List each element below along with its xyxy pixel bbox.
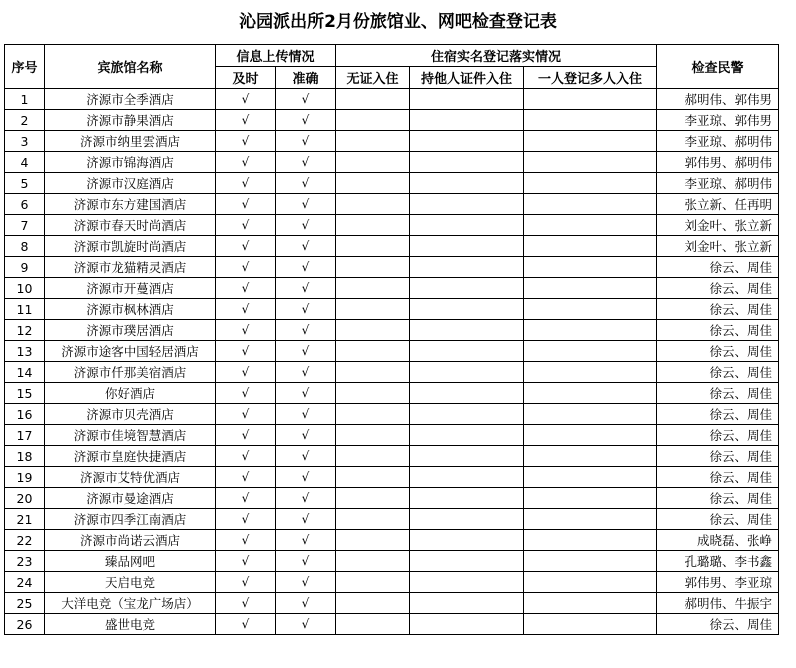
cell-accurate[interactable]: √	[276, 551, 336, 572]
cell-officer[interactable]: 徐云、周佳	[657, 362, 779, 383]
cell-no-id[interactable]	[336, 257, 410, 278]
cell-timely[interactable]: √	[216, 572, 276, 593]
cell-hotel-name[interactable]: 济源市全季酒店	[45, 89, 216, 110]
cell-hotel-name[interactable]: 盛世电竞	[45, 614, 216, 635]
cell-timely[interactable]: √	[216, 257, 276, 278]
cell-accurate[interactable]: √	[276, 257, 336, 278]
cell-hotel-name[interactable]: 天启电竞	[45, 572, 216, 593]
cell-officer[interactable]: 徐云、周佳	[657, 383, 779, 404]
cell-one-many[interactable]	[524, 614, 657, 635]
cell-other-id[interactable]	[410, 299, 524, 320]
table-row	[5, 278, 779, 299]
cell-seq[interactable]: 7	[5, 215, 45, 236]
cell-officer[interactable]: 徐云、周佳	[657, 614, 779, 635]
cell-no-id[interactable]	[336, 362, 410, 383]
cell-seq[interactable]: 3	[5, 131, 45, 152]
cell-officer[interactable]: 徐云、周佳	[657, 488, 779, 509]
cell-seq[interactable]: 1	[5, 89, 45, 110]
cell-no-id[interactable]	[336, 215, 410, 236]
cell-other-id[interactable]	[410, 446, 524, 467]
cell-no-id[interactable]	[336, 236, 410, 257]
cell-other-id[interactable]	[410, 215, 524, 236]
cell-officer[interactable]: 徐云、周佳	[657, 467, 779, 488]
table-row	[5, 593, 779, 614]
cell-no-id[interactable]	[336, 488, 410, 509]
cell-accurate[interactable]: √	[276, 89, 336, 110]
cell-hotel-name[interactable]: 济源市汉庭酒店	[45, 173, 216, 194]
cell-other-id[interactable]	[410, 509, 524, 530]
cell-hotel-name[interactable]: 济源市曼途酒店	[45, 488, 216, 509]
cell-seq[interactable]: 13	[5, 341, 45, 362]
cell-other-id[interactable]	[410, 131, 524, 152]
cell-officer[interactable]: 徐云、周佳	[657, 320, 779, 341]
cell-officer[interactable]: 郝明伟、郭伟男	[657, 89, 779, 110]
cell-accurate[interactable]: √	[276, 131, 336, 152]
header-timely[interactable]: 及时	[216, 67, 276, 89]
cell-timely[interactable]: √	[216, 362, 276, 383]
cell-hotel-name[interactable]: 济源市贝壳酒店	[45, 404, 216, 425]
table-row	[5, 131, 779, 152]
cell-seq[interactable]: 20	[5, 488, 45, 509]
cell-seq[interactable]: 21	[5, 509, 45, 530]
cell-one-many[interactable]	[524, 362, 657, 383]
cell-seq[interactable]: 10	[5, 278, 45, 299]
cell-no-id[interactable]	[336, 320, 410, 341]
cell-hotel-name[interactable]: 济源市佳境智慧酒店	[45, 425, 216, 446]
cell-officer[interactable]: 刘金叶、张立新	[657, 215, 779, 236]
cell-officer[interactable]: 张立新、任再明	[657, 194, 779, 215]
cell-officer[interactable]: 徐云、周佳	[657, 341, 779, 362]
cell-other-id[interactable]	[410, 320, 524, 341]
table-row	[5, 446, 779, 467]
table-row	[5, 89, 779, 110]
cell-hotel-name[interactable]: 济源市途客中国轻居酒店	[45, 341, 216, 362]
cell-one-many[interactable]	[524, 383, 657, 404]
cell-seq[interactable]: 12	[5, 320, 45, 341]
cell-no-id[interactable]	[336, 530, 410, 551]
cell-seq[interactable]: 19	[5, 467, 45, 488]
cell-no-id[interactable]	[336, 383, 410, 404]
cell-timely[interactable]: √	[216, 404, 276, 425]
cell-other-id[interactable]	[410, 551, 524, 572]
table-row	[5, 236, 779, 257]
cell-seq[interactable]: 5	[5, 173, 45, 194]
cell-officer[interactable]: 徐云、周佳	[657, 257, 779, 278]
header-hotel-name[interactable]: 宾旅馆名称	[45, 45, 216, 89]
cell-other-id[interactable]	[410, 530, 524, 551]
cell-accurate[interactable]: √	[276, 383, 336, 404]
cell-timely[interactable]: √	[216, 215, 276, 236]
cell-other-id[interactable]	[410, 173, 524, 194]
cell-seq[interactable]: 8	[5, 236, 45, 257]
cell-timely[interactable]: √	[216, 152, 276, 173]
cell-accurate[interactable]: √	[276, 320, 336, 341]
inspection-table	[4, 44, 779, 635]
cell-hotel-name[interactable]: 济源市纳里雲酒店	[45, 131, 216, 152]
cell-other-id[interactable]	[410, 572, 524, 593]
cell-officer[interactable]: 郭伟男、李亚琼	[657, 572, 779, 593]
cell-other-id[interactable]	[410, 488, 524, 509]
cell-hotel-name[interactable]: 济源市艾特优酒店	[45, 467, 216, 488]
cell-other-id[interactable]	[410, 110, 524, 131]
cell-accurate[interactable]: √	[276, 194, 336, 215]
header-seq[interactable]: 序号	[5, 45, 45, 89]
header-upload-status[interactable]: 信息上传情况	[216, 45, 336, 67]
cell-timely[interactable]: √	[216, 131, 276, 152]
cell-one-many[interactable]	[524, 110, 657, 131]
cell-seq[interactable]: 9	[5, 257, 45, 278]
cell-no-id[interactable]	[336, 425, 410, 446]
cell-officer[interactable]: 徐云、周佳	[657, 278, 779, 299]
cell-one-many[interactable]	[524, 89, 657, 110]
cell-timely[interactable]: √	[216, 530, 276, 551]
cell-one-many[interactable]	[524, 173, 657, 194]
cell-accurate[interactable]: √	[276, 593, 336, 614]
cell-one-many[interactable]	[524, 509, 657, 530]
cell-other-id[interactable]	[410, 236, 524, 257]
cell-seq[interactable]: 25	[5, 593, 45, 614]
cell-other-id[interactable]	[410, 404, 524, 425]
cell-hotel-name[interactable]: 济源市璞居酒店	[45, 320, 216, 341]
table-row	[5, 194, 779, 215]
cell-accurate[interactable]: √	[276, 509, 336, 530]
cell-hotel-name[interactable]: 臻品网吧	[45, 551, 216, 572]
cell-other-id[interactable]	[410, 257, 524, 278]
cell-seq[interactable]: 15	[5, 383, 45, 404]
header-accurate[interactable]: 准确	[276, 67, 336, 89]
cell-timely[interactable]: √	[216, 614, 276, 635]
table-row	[5, 320, 779, 341]
cell-timely[interactable]: √	[216, 593, 276, 614]
cell-accurate[interactable]: √	[276, 152, 336, 173]
cell-accurate[interactable]: √	[276, 425, 336, 446]
cell-no-id[interactable]	[336, 551, 410, 572]
cell-seq[interactable]: 4	[5, 152, 45, 173]
table-row	[5, 509, 779, 530]
cell-seq[interactable]: 23	[5, 551, 45, 572]
cell-timely[interactable]: √	[216, 320, 276, 341]
cell-timely[interactable]: √	[216, 425, 276, 446]
cell-officer[interactable]: 徐云、周佳	[657, 509, 779, 530]
cell-other-id[interactable]	[410, 152, 524, 173]
table-row	[5, 152, 779, 173]
cell-one-many[interactable]	[524, 404, 657, 425]
table-row	[5, 404, 779, 425]
cell-one-many[interactable]	[524, 278, 657, 299]
cell-seq[interactable]: 26	[5, 614, 45, 635]
cell-other-id[interactable]	[410, 362, 524, 383]
table-body	[5, 89, 779, 635]
cell-hotel-name[interactable]: 济源市开蔓酒店	[45, 278, 216, 299]
cell-timely[interactable]: √	[216, 383, 276, 404]
cell-no-id[interactable]	[336, 278, 410, 299]
table-row	[5, 110, 779, 131]
cell-hotel-name[interactable]: 你好酒店	[45, 383, 216, 404]
cell-one-many[interactable]	[524, 467, 657, 488]
cell-timely[interactable]: √	[216, 446, 276, 467]
cell-hotel-name[interactable]: 大洋电竞（宝龙广场店）	[45, 593, 216, 614]
table-row	[5, 572, 779, 593]
cell-one-many[interactable]	[524, 152, 657, 173]
cell-no-id[interactable]	[336, 509, 410, 530]
cell-timely[interactable]: √	[216, 278, 276, 299]
cell-one-many[interactable]	[524, 131, 657, 152]
cell-timely[interactable]: √	[216, 194, 276, 215]
cell-accurate[interactable]: √	[276, 362, 336, 383]
table-row	[5, 551, 779, 572]
cell-other-id[interactable]	[410, 614, 524, 635]
cell-accurate[interactable]: √	[276, 278, 336, 299]
cell-accurate[interactable]: √	[276, 215, 336, 236]
cell-other-id[interactable]	[410, 194, 524, 215]
table-row	[5, 215, 779, 236]
cell-accurate[interactable]: √	[276, 173, 336, 194]
cell-no-id[interactable]	[336, 341, 410, 362]
header-realname-status[interactable]: 住宿实名登记落实情况	[336, 45, 657, 67]
cell-officer[interactable]: 李亚琼、郭伟男	[657, 110, 779, 131]
cell-timely[interactable]: √	[216, 551, 276, 572]
cell-timely[interactable]: √	[216, 509, 276, 530]
cell-no-id[interactable]	[336, 110, 410, 131]
cell-accurate[interactable]: √	[276, 110, 336, 131]
cell-no-id[interactable]	[336, 299, 410, 320]
cell-accurate[interactable]: √	[276, 530, 336, 551]
cell-officer[interactable]: 李亚琼、郝明伟	[657, 131, 779, 152]
cell-timely[interactable]: √	[216, 467, 276, 488]
table-row	[5, 299, 779, 320]
cell-officer[interactable]: 徐云、周佳	[657, 425, 779, 446]
cell-seq[interactable]: 2	[5, 110, 45, 131]
cell-other-id[interactable]	[410, 593, 524, 614]
cell-seq[interactable]: 18	[5, 446, 45, 467]
cell-other-id[interactable]	[410, 425, 524, 446]
cell-hotel-name[interactable]: 济源市龙猫精灵酒店	[45, 257, 216, 278]
cell-timely[interactable]: √	[216, 488, 276, 509]
cell-other-id[interactable]	[410, 278, 524, 299]
header-officer[interactable]: 检查民警	[657, 45, 779, 89]
header-other-id[interactable]: 持他人证件入住	[410, 67, 524, 89]
cell-hotel-name[interactable]: 济源市静果酒店	[45, 110, 216, 131]
cell-one-many[interactable]	[524, 236, 657, 257]
table-row	[5, 341, 779, 362]
cell-hotel-name[interactable]: 济源市枫林酒店	[45, 299, 216, 320]
cell-no-id[interactable]	[336, 131, 410, 152]
cell-officer[interactable]: 郭伟男、郝明伟	[657, 152, 779, 173]
sheet-title: 沁园派出所2月份旅馆业、网吧检查登记表	[239, 12, 557, 32]
cell-timely[interactable]: √	[216, 173, 276, 194]
cell-hotel-name[interactable]: 济源市锦海酒店	[45, 152, 216, 173]
cell-accurate[interactable]: √	[276, 404, 336, 425]
cell-hotel-name[interactable]: 济源市仟那美宿酒店	[45, 362, 216, 383]
cell-one-many[interactable]	[524, 488, 657, 509]
cell-timely[interactable]: √	[216, 110, 276, 131]
cell-one-many[interactable]	[524, 572, 657, 593]
cell-hotel-name[interactable]: 济源市东方建国酒店	[45, 194, 216, 215]
cell-no-id[interactable]	[336, 467, 410, 488]
cell-one-many[interactable]	[524, 257, 657, 278]
cell-one-many[interactable]	[524, 593, 657, 614]
cell-one-many[interactable]	[524, 425, 657, 446]
cell-seq[interactable]: 11	[5, 299, 45, 320]
cell-hotel-name[interactable]: 济源市凯旋时尚酒店	[45, 236, 216, 257]
cell-one-many[interactable]	[524, 530, 657, 551]
cell-no-id[interactable]	[336, 173, 410, 194]
header-row-1	[5, 45, 779, 67]
cell-officer[interactable]: 成晓磊、张峥	[657, 530, 779, 551]
cell-officer[interactable]: 徐云、周佳	[657, 299, 779, 320]
cell-officer[interactable]: 徐云、周佳	[657, 446, 779, 467]
cell-timely[interactable]: √	[216, 341, 276, 362]
cell-no-id[interactable]	[336, 593, 410, 614]
table-row	[5, 425, 779, 446]
cell-hotel-name[interactable]: 济源市皇庭快捷酒店	[45, 446, 216, 467]
cell-other-id[interactable]	[410, 89, 524, 110]
cell-officer[interactable]: 郝明伟、牛振宇	[657, 593, 779, 614]
cell-seq[interactable]: 17	[5, 425, 45, 446]
cell-officer[interactable]: 徐云、周佳	[657, 404, 779, 425]
cell-hotel-name[interactable]: 济源市尚诺云酒店	[45, 530, 216, 551]
cell-one-many[interactable]	[524, 215, 657, 236]
cell-timely[interactable]: √	[216, 236, 276, 257]
cell-no-id[interactable]	[336, 194, 410, 215]
cell-officer[interactable]: 孔璐璐、李书鑫	[657, 551, 779, 572]
cell-accurate[interactable]: √	[276, 236, 336, 257]
header-one-many[interactable]: 一人登记多人入住	[524, 67, 657, 89]
cell-one-many[interactable]	[524, 194, 657, 215]
table-row	[5, 467, 779, 488]
cell-no-id[interactable]	[336, 152, 410, 173]
table-row	[5, 614, 779, 635]
table-row	[5, 383, 779, 404]
table-row	[5, 257, 779, 278]
cell-no-id[interactable]	[336, 572, 410, 593]
cell-hotel-name[interactable]: 济源市四季江南酒店	[45, 509, 216, 530]
cell-no-id[interactable]	[336, 446, 410, 467]
cell-seq[interactable]: 6	[5, 194, 45, 215]
table-row	[5, 362, 779, 383]
cell-one-many[interactable]	[524, 320, 657, 341]
cell-timely[interactable]: √	[216, 89, 276, 110]
cell-one-many[interactable]	[524, 299, 657, 320]
table-row	[5, 488, 779, 509]
cell-accurate[interactable]: √	[276, 299, 336, 320]
cell-officer[interactable]: 李亚琼、郝明伟	[657, 173, 779, 194]
cell-other-id[interactable]	[410, 467, 524, 488]
cell-one-many[interactable]	[524, 551, 657, 572]
cell-no-id[interactable]	[336, 89, 410, 110]
table-row	[5, 173, 779, 194]
cell-one-many[interactable]	[524, 446, 657, 467]
cell-accurate[interactable]: √	[276, 488, 336, 509]
cell-seq[interactable]: 22	[5, 530, 45, 551]
cell-one-many[interactable]	[524, 341, 657, 362]
cell-hotel-name[interactable]: 济源市春天时尚酒店	[45, 215, 216, 236]
cell-accurate[interactable]: √	[276, 614, 336, 635]
cell-accurate[interactable]: √	[276, 446, 336, 467]
cell-seq[interactable]: 16	[5, 404, 45, 425]
table-row	[5, 530, 779, 551]
cell-accurate[interactable]: √	[276, 341, 336, 362]
cell-accurate[interactable]: √	[276, 572, 336, 593]
cell-timely[interactable]: √	[216, 299, 276, 320]
cell-no-id[interactable]	[336, 404, 410, 425]
cell-seq[interactable]: 14	[5, 362, 45, 383]
cell-accurate[interactable]: √	[276, 467, 336, 488]
cell-other-id[interactable]	[410, 341, 524, 362]
cell-seq[interactable]: 24	[5, 572, 45, 593]
cell-officer[interactable]: 刘金叶、张立新	[657, 236, 779, 257]
header-no-id[interactable]: 无证入住	[336, 67, 410, 89]
cell-other-id[interactable]	[410, 383, 524, 404]
cell-no-id[interactable]	[336, 614, 410, 635]
